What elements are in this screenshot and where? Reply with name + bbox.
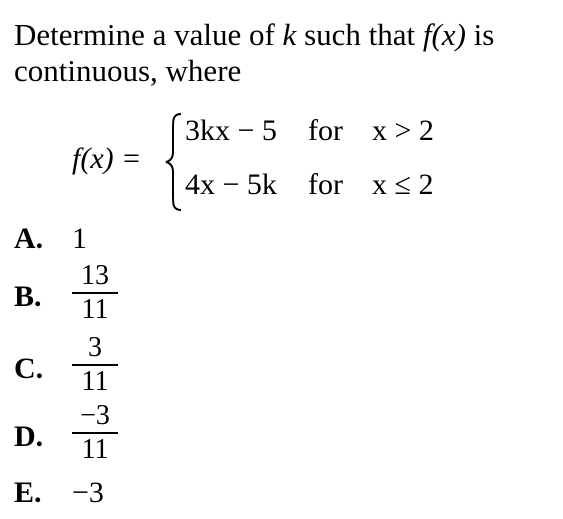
question-text: is [465, 17, 495, 52]
case-1-expression: 3kx − 5 [185, 114, 277, 147]
question-text: Determine a value of [14, 17, 283, 52]
choice-b-denominator: 11 [81, 294, 109, 325]
choice-e-value: −3 [72, 476, 104, 509]
choice-b-numerator: 13 [81, 260, 109, 291]
case-2-condition: x ≤ 2 [372, 168, 434, 201]
choice-d-letter: D. [14, 420, 44, 453]
choice-b-fraction [72, 262, 118, 324]
choice-d-numerator: −3 [80, 400, 110, 431]
question-line-2: continuous, where [14, 53, 242, 88]
case-2-expression: 4x − 5k [185, 168, 277, 201]
case-1-for: for [308, 114, 343, 147]
choice-d-fraction [72, 402, 118, 464]
choice-b-letter: B. [14, 280, 42, 313]
choice-e-letter: E. [14, 476, 42, 509]
question-line-1 [14, 18, 494, 52]
function-name: f(x) [422, 17, 466, 52]
function-label: f(x) = [72, 142, 142, 175]
left-brace [164, 112, 184, 212]
choice-c-numerator: 3 [88, 332, 102, 363]
choice-a-letter: A. [14, 222, 44, 255]
case-1-condition: x > 2 [372, 114, 434, 147]
case-2-for: for [308, 168, 343, 201]
choice-c-letter: C. [14, 352, 44, 385]
choice-d-denominator: 11 [81, 434, 109, 465]
question-text: such that [296, 17, 423, 52]
variable-k: k [282, 17, 297, 52]
choice-a-value: 1 [72, 222, 87, 255]
choice-c-fraction [72, 334, 118, 396]
choice-c-denominator: 11 [81, 366, 109, 397]
